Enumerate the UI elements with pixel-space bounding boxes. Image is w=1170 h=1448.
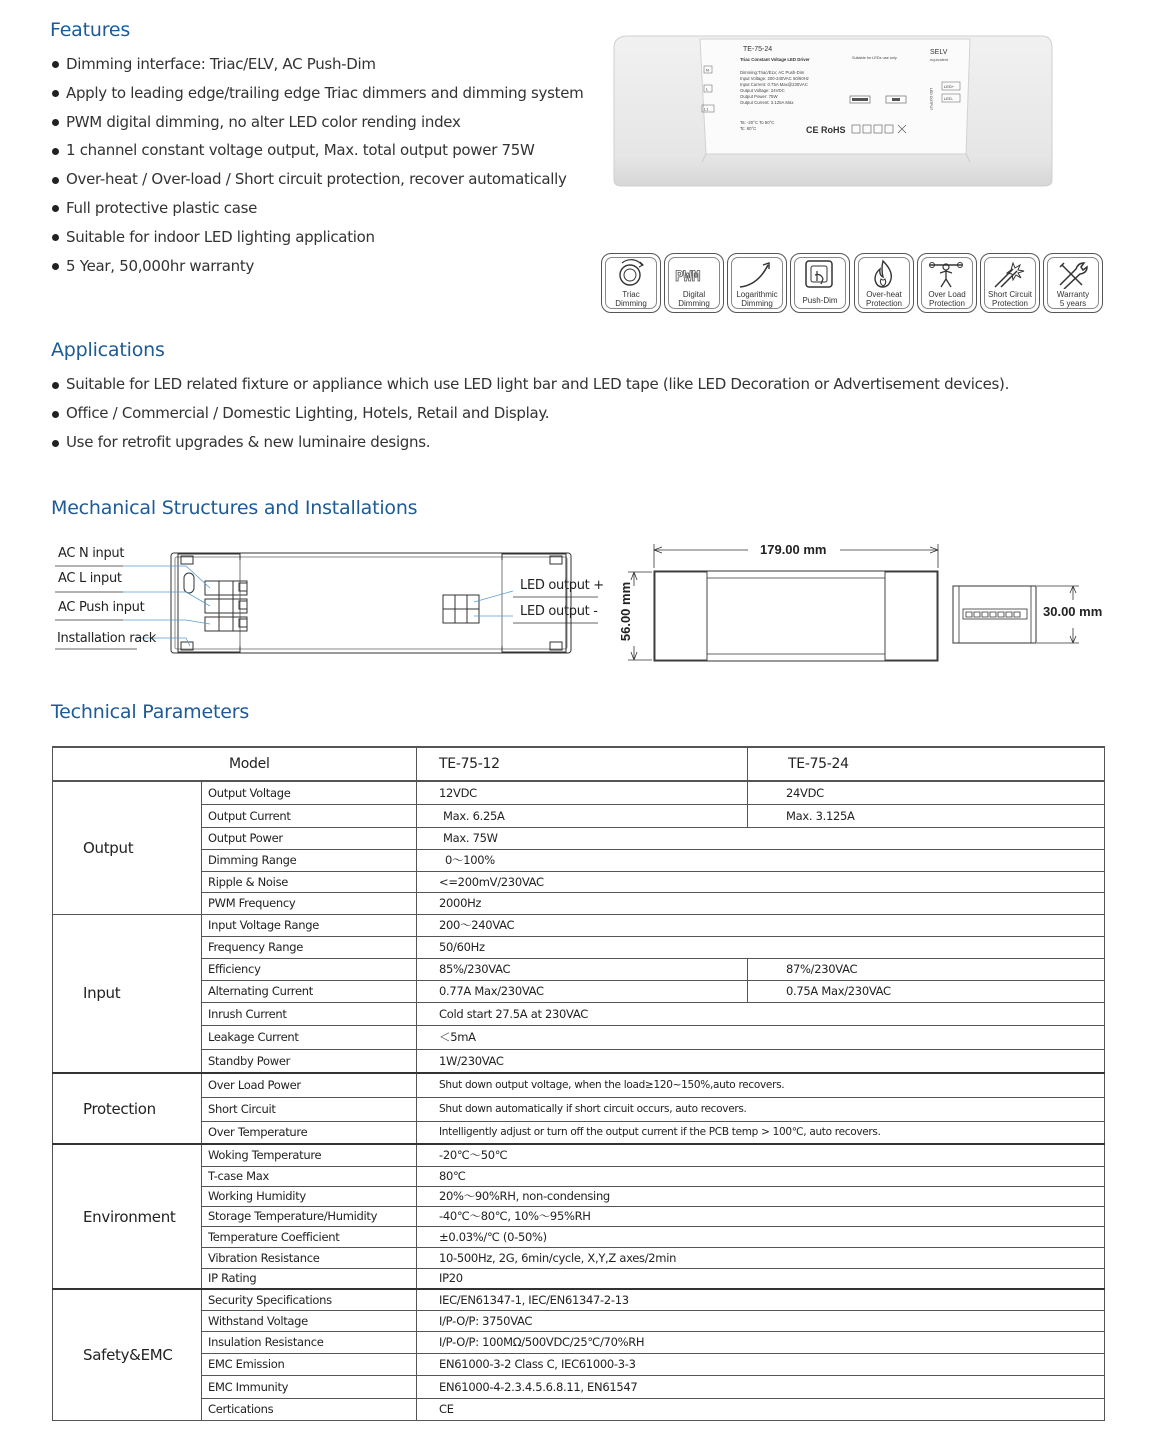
- table-header-row: [53, 747, 1105, 781]
- label-spec: Output Voltage: 24VDC: [740, 88, 785, 93]
- features-heading: Features: [50, 19, 131, 41]
- param-label: Vibration Resistance: [202, 1247, 417, 1268]
- param-value: ±0.03%/℃ (0-50%): [417, 1226, 1105, 1247]
- features-list: [52, 50, 583, 280]
- param-value: EN61000-3-2 Class C, IEC61000-3-3: [417, 1353, 1105, 1375]
- header-model: Model: [53, 747, 417, 781]
- param-label: Storage Temperature/Humidity: [202, 1206, 417, 1226]
- param-label: Ripple & Noise: [202, 871, 417, 892]
- application-item: Suitable for LED related fixture or appliance which use LED light bar and LED tape (like LED Decoration or Advertisement devices).: [52, 370, 1009, 399]
- param-value: I/P-O/P: 100MΩ/500VDC/25℃/70%RH: [417, 1331, 1105, 1353]
- group-label: Safety&EMC: [53, 1289, 202, 1420]
- param-value: I/P-O/P: 3750VAC: [417, 1310, 1105, 1331]
- dimension-drawing: [620, 540, 1110, 665]
- table-row: [53, 1226, 1105, 1247]
- label-output-minus: LED-: [944, 96, 954, 101]
- param-value: Max. 75W: [417, 827, 1105, 849]
- param-value: Max. 6.25A: [417, 804, 748, 827]
- table-row: [53, 1073, 1105, 1097]
- label-note: Suitable for LEDs use only: [852, 56, 897, 60]
- param-label: Inrush Current: [202, 1002, 417, 1025]
- param-label: Efficiency: [202, 958, 417, 980]
- triac-dimming-icon: Triac Dimming: [601, 253, 661, 313]
- param-value: 12VDC: [417, 781, 748, 804]
- label-spec: Input Current: 0.75A Max@230VAC: [740, 82, 808, 87]
- feature-item: Full protective plastic case: [52, 194, 583, 223]
- table-row: [53, 1121, 1105, 1144]
- label-selv-sub: equivalent: [930, 57, 949, 62]
- param-value: 10-500Hz, 2G, 6min/cycle, X,Y,Z axes/2min: [417, 1247, 1105, 1268]
- short-circuit-protection-icon: Short Circuit Protection: [980, 253, 1040, 313]
- param-value: EN61000-4-2.3.4.5.6.8.11, EN61547: [417, 1375, 1105, 1398]
- param-label: IP Rating: [202, 1268, 417, 1289]
- param-label: Over Temperature: [202, 1121, 417, 1144]
- param-value: Shut down automatically if short circuit occurs, auto recovers.: [417, 1097, 1105, 1121]
- param-value: -40℃～80℃, 10%～95%RH: [417, 1206, 1105, 1226]
- table-row: [53, 781, 1105, 804]
- param-value: 24VDC: [748, 781, 1105, 804]
- table-row: [53, 871, 1105, 892]
- table-row: [53, 980, 1105, 1002]
- label-selv: SELV: [930, 49, 948, 56]
- param-label: Woking Temperature: [202, 1144, 417, 1166]
- table-row: [53, 1144, 1105, 1166]
- table-row: [53, 1049, 1105, 1073]
- label-spec: Dimming:Triac/ELV, AC Push-Dim: [740, 70, 805, 75]
- feature-item: Over-heat / Over-load / Short circuit protection, recover automatically: [52, 165, 583, 194]
- feature-item: PWM digital dimming, no alter LED color rending index: [52, 108, 583, 137]
- table-row: [53, 1247, 1105, 1268]
- table-row: [53, 804, 1105, 827]
- ac-l-input-label: AC L input: [58, 571, 122, 586]
- label-temp: Ta: -20°C To 50°C: [740, 120, 775, 125]
- param-value: -20℃～50℃: [417, 1144, 1105, 1166]
- table-row: [53, 1186, 1105, 1206]
- applications-heading: Applications: [51, 339, 165, 361]
- param-value: 2000Hz: [417, 892, 1105, 914]
- feature-item: Apply to leading edge/trailing edge Triac dimmers and dimming system: [52, 79, 583, 108]
- label-subtitle: Triac Constant Voltage LED Driver: [740, 57, 810, 62]
- param-value: ＜5mA: [417, 1025, 1105, 1049]
- svg-text:LED OUTPUT: LED OUTPUT: [929, 88, 933, 111]
- table-row: [53, 1310, 1105, 1331]
- param-label: T-case Max: [202, 1166, 417, 1186]
- warranty-icon: Warranty 5 years: [1043, 253, 1103, 313]
- application-item: Office / Commercial / Domestic Lighting, Hotels, Retail and Display.: [52, 399, 1009, 428]
- group-label: Output: [53, 781, 202, 914]
- param-label: EMC Immunity: [202, 1375, 417, 1398]
- param-value: 50/60Hz: [417, 936, 1105, 958]
- over-heat-protection-icon: Over-heat Protection: [854, 253, 914, 313]
- param-label: Working Humidity: [202, 1186, 417, 1206]
- param-value: 0.77A Max/230VAC: [417, 980, 748, 1002]
- param-label: Frequency Range: [202, 936, 417, 958]
- table-row: [53, 1353, 1105, 1375]
- svg-text:PWM: PWM: [675, 269, 701, 285]
- table-row: [53, 849, 1105, 871]
- param-label: Output Voltage: [202, 781, 417, 804]
- param-label: Dimming Range: [202, 849, 417, 871]
- technical-parameters-table: [52, 746, 1105, 1421]
- label-terminal-n: N: [706, 67, 709, 73]
- param-label: Output Power: [202, 827, 417, 849]
- table-row: [53, 914, 1105, 936]
- installation-rack-label: Installation rack: [57, 631, 157, 646]
- table-row: [53, 1398, 1105, 1420]
- param-label: Insulation Resistance: [202, 1331, 417, 1353]
- application-item: Use for retrofit upgrades & new luminaire designs.: [52, 428, 1009, 457]
- group-label: Environment: [53, 1144, 202, 1289]
- technical-heading: Technical Parameters: [51, 701, 250, 723]
- label-terminal-l: L: [706, 86, 709, 92]
- param-value: 87%/230VAC: [748, 958, 1105, 980]
- table-row: [53, 1268, 1105, 1289]
- feature-item: Dimming interface: Triac/ELV, AC Push-Dim: [52, 50, 583, 79]
- mechanical-heading: Mechanical Structures and Installations: [51, 497, 418, 519]
- table-row: [53, 1002, 1105, 1025]
- feature-item: 5 Year, 50,000hr warranty: [52, 252, 583, 281]
- table-row: [53, 827, 1105, 849]
- label-marks: CE RoHS: [806, 125, 846, 135]
- param-label: Over Load Power: [202, 1073, 417, 1097]
- param-value: 20%～90%RH, non-condensing: [417, 1186, 1105, 1206]
- param-value: IP20: [417, 1268, 1105, 1289]
- group-label: Input: [53, 914, 202, 1073]
- table-row: [53, 892, 1105, 914]
- param-value: IEC/EN61347-1, IEC/EN61347-2-13: [417, 1289, 1105, 1310]
- param-value: 80℃: [417, 1166, 1105, 1186]
- ac-n-input-label: AC N input: [58, 546, 125, 561]
- label-output-plus: LED+: [944, 84, 955, 89]
- length-dimension: 179.00 mm: [760, 542, 827, 557]
- param-value: 85%/230VAC: [417, 958, 748, 980]
- param-label: Withstand Voltage: [202, 1310, 417, 1331]
- width-dimension: 56.00 mm: [618, 581, 634, 642]
- led-output-minus-label: LED output -: [520, 604, 598, 619]
- param-label: Output Current: [202, 804, 417, 827]
- param-label: Security Specifications: [202, 1289, 417, 1310]
- param-label: Temperature Coefficient: [202, 1226, 417, 1247]
- param-label: Standby Power: [202, 1049, 417, 1073]
- param-label: Short Circuit: [202, 1097, 417, 1121]
- feature-item: Suitable for indoor LED lighting application: [52, 223, 583, 252]
- param-value: 200～240VAC: [417, 914, 1105, 936]
- param-value: 0.75A Max/230VAC: [748, 980, 1105, 1002]
- applications-list: [52, 370, 1009, 457]
- param-value: CE: [417, 1398, 1105, 1420]
- label-model: TE-75-24: [743, 46, 773, 53]
- ac-push-input-label: AC Push input: [58, 600, 145, 615]
- table-row: [53, 1289, 1105, 1310]
- param-label: Input Voltage Range: [202, 914, 417, 936]
- table-row: [53, 1097, 1105, 1121]
- height-dimension: 30.00 mm: [1043, 604, 1103, 619]
- param-label: Certications: [202, 1398, 417, 1420]
- param-label: Leakage Current: [202, 1025, 417, 1049]
- param-value: <=200mV/230VAC: [417, 871, 1105, 892]
- param-label: Alternating Current: [202, 980, 417, 1002]
- label-spec: Input Voltage: 200-240VAC 50/60Hz: [740, 76, 809, 81]
- table-row: [53, 1025, 1105, 1049]
- feature-item: 1 channel constant voltage output, Max. total output power 75W: [52, 136, 583, 165]
- table-row: [53, 1166, 1105, 1186]
- table-row: [53, 958, 1105, 980]
- param-value: 1W/230VAC: [417, 1049, 1105, 1073]
- table-row: [53, 1331, 1105, 1353]
- pwm-digital-dimming-icon: PWM Digital Dimming: [664, 253, 724, 313]
- label-temp: Tc: 80°C: [740, 126, 757, 131]
- label-terminal-l1: L1: [704, 106, 709, 112]
- group-label: Protection: [53, 1073, 202, 1144]
- over-load-protection-icon: Over Load Protection: [917, 253, 977, 313]
- param-value: 0～100%: [417, 849, 1105, 871]
- push-dim-icon: Push-Dim: [790, 253, 850, 313]
- product-photo: [610, 30, 1055, 190]
- label-spec: Output Current: 3.125A Max: [740, 100, 794, 105]
- param-value: Cold start 27.5A at 230VAC: [417, 1002, 1105, 1025]
- logarithmic-dimming-icon: Logarithmic Dimming: [727, 253, 787, 313]
- table-row: [53, 936, 1105, 958]
- led-output-plus-label: LED output +: [520, 578, 604, 593]
- table-row: [53, 1375, 1105, 1398]
- param-value: Shut down output voltage, when the load≥120~150%,auto recovers.: [417, 1073, 1105, 1097]
- table-row: [53, 1206, 1105, 1226]
- header-model-1: TE-75-12: [417, 747, 748, 781]
- param-label: EMC Emission: [202, 1353, 417, 1375]
- param-value: Max. 3.125A: [748, 804, 1105, 827]
- param-label: PWM Frequency: [202, 892, 417, 914]
- header-model-2: TE-75-24: [748, 747, 1105, 781]
- label-spec: Output Power: 75W: [740, 94, 778, 99]
- param-value: Intelligently adjust or turn off the output current if the PCB temp > 100℃, auto recovers.: [417, 1121, 1105, 1144]
